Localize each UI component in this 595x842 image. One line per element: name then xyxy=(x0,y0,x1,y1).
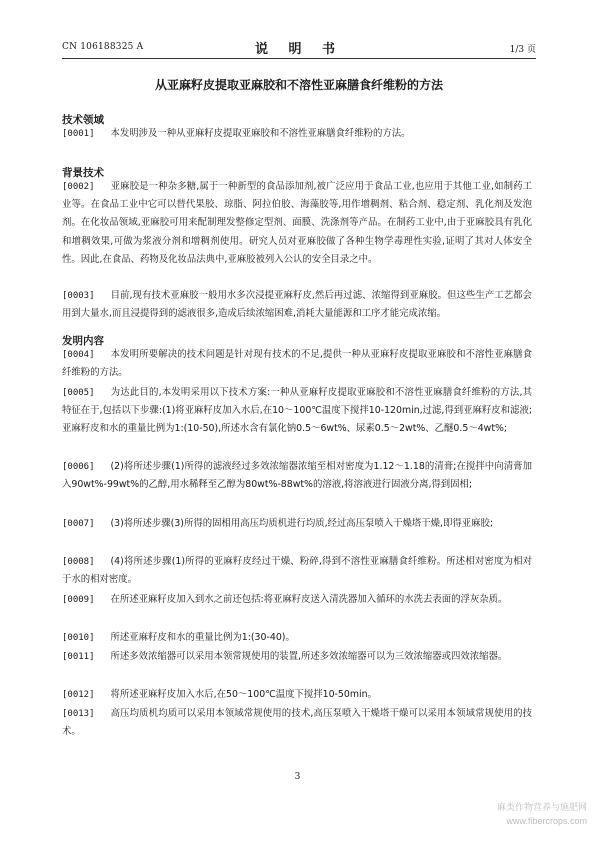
header-divider xyxy=(62,58,536,59)
paragraph-0002 xyxy=(62,178,532,269)
paragraph-text: 本发明所要解决的技术问题是针对现有技术的不足,提供一种从亚麻籽皮提取亚麻胶和不溶性亚麻膳食纤维粉的方法。 xyxy=(62,349,532,379)
paragraph-0013 xyxy=(62,705,532,741)
document-type: 说 明 书 xyxy=(254,42,344,57)
page-indicator: 1/3 页 xyxy=(509,45,536,55)
paragraph-text: (2)将所述步骤(1)所得的滤液经过多效浓缩器浓缩至相对密度为1.12～1.18的清膏;在搅拌中向清膏加入90wt%-99wt%的乙醇,用水稀释至乙醇为80wt%-88wt%的溶液,将溶液进行固液分离,得到固相; xyxy=(62,461,532,491)
section-heading-technical-field: 技术领域 xyxy=(62,114,104,126)
paragraph-text: 所述多效浓缩器可以采用本领常规使用的装置,所述多效浓缩器可以为三效浓缩器或四效浓缩器。 xyxy=(110,651,508,662)
paragraph-0006 xyxy=(62,458,532,494)
watermark xyxy=(497,800,587,828)
page-number: 3 xyxy=(294,772,301,782)
paragraph-0010 xyxy=(62,629,532,647)
paragraph-number: [0005] xyxy=(62,388,95,398)
paragraph-0003 xyxy=(62,287,532,323)
paragraph-number: [0001] xyxy=(62,129,95,139)
paragraph-text: (3)将所述步骤(3)所得的固相用高压均质机进行均质,经过高压泵喷入干燥塔干燥,即得亚麻胶; xyxy=(110,518,494,529)
document-title: 从亚麻籽皮提取亚麻胶和不溶性亚麻膳食纤维粉的方法 xyxy=(154,78,443,92)
paragraph-text: 亚麻胶是一种杂多糖,属于一种新型的食品添加剂,被广泛应用于食品工业,也应用于其他工业,如制药工业等。在食品工业中它可以替代果胶、琼脂、阿拉伯胶、海藻胶等,用作增稠剂、粘合剂、稳定剂、乳化剂及发泡剂。在化妆品领域,亚麻胶可用来配制理发整修定型剂、面膜、洗涤剂等产品。在制药工业中,由于亚麻胶具有乳化和增稠效果,可做为浆液分剂和增稠剂使用。研究人员对亚麻胶做了各种生物学毒理性实验,证明了其对人体安全性。因此,在食品、药物及化妆品法典中,亚麻胶被列入公认的安全目录之中。 xyxy=(62,181,532,265)
paragraph-text: 将所述亚麻籽皮加入水后,在50～100℃温度下搅拌10-50min。 xyxy=(110,689,377,700)
paragraph-text: 在所述亚麻籽皮加入到水之前还包括:将亚麻籽皮送入清洗器加入循环的水洗去表面的浮灰杂质。 xyxy=(110,594,508,605)
watermark-line-2: www.fibercrops.com xyxy=(506,816,587,826)
paragraph-text: 高压均质机均质可以采用本领域常规使用的技术,高压泵喷入干燥塔干燥可以采用本领域常规使用的技术。 xyxy=(62,708,532,738)
paragraph-number: [0008] xyxy=(62,557,95,567)
paragraph-number: [0011] xyxy=(62,652,95,662)
paragraph-text: (4)将所述步骤(1)所得的亚麻籽皮经过干燥、粉碎,得到不溶性亚麻膳食纤维粉。所述相对密度为相对于水的相对密度。 xyxy=(62,556,532,586)
paragraph-text: 所述亚麻籽皮和水的重量比例为1:(30-40)。 xyxy=(110,632,295,643)
paragraph-number: [0002] xyxy=(62,182,95,192)
watermark-line-1: 麻类作物营养与施肥网 xyxy=(496,802,587,812)
paragraph-number: [0003] xyxy=(62,291,95,301)
paragraph-0011 xyxy=(62,648,532,666)
paragraph-text: 本发明涉及一种从亚麻籽皮提取亚麻胶和不溶性亚麻膳食纤维粉的方法。 xyxy=(110,128,411,139)
paragraph-text: 为达此目的,本发明采用以下技术方案:一种从亚麻籽皮提取亚麻胶和不溶性亚麻膳食纤维粉的方法,其特征在于,包括以下步骤:(1)将亚麻籽皮加入水后,在10～100℃温度下搅拌10-120min,过滤,得到亚麻籽皮和滤液;亚麻籽皮和水的重量比例为1:(10-50),所述水含有氯化钠0.5～6wt%、尿素0.5～2wt%、乙醚0.5～4wt%; xyxy=(62,387,532,435)
paragraph-text: 目前,现有技术亚麻胶一般用水多次浸提亚麻籽皮,然后再过滤、浓缩得到亚麻胶。但这些生产工艺都会用到大量水,而且浸提得到的滤液很多,造成后续浓缩困难,消耗大量能源和工序才能完成浓缩。 xyxy=(62,290,532,320)
publication-number: CN 106188325 A xyxy=(62,42,144,52)
paragraph-number: [0007] xyxy=(62,519,95,529)
paragraph-0009 xyxy=(62,591,532,609)
paragraph-0001 xyxy=(62,125,532,143)
paragraph-number: [0004] xyxy=(62,350,95,360)
paragraph-number: [0013] xyxy=(62,709,95,719)
paragraph-number: [0006] xyxy=(62,462,95,472)
paragraph-number: [0012] xyxy=(62,690,95,700)
paragraph-0008 xyxy=(62,553,532,589)
paragraph-0005 xyxy=(62,384,532,439)
section-heading-summary: 发明内容 xyxy=(62,335,104,347)
paragraph-number: [0009] xyxy=(62,595,95,605)
section-heading-background: 背景技术 xyxy=(62,167,104,179)
paragraph-number: [0010] xyxy=(62,633,95,643)
paragraph-0004 xyxy=(62,346,532,382)
page-header xyxy=(62,38,536,58)
paragraph-0007 xyxy=(62,515,532,533)
paragraph-0012 xyxy=(62,686,532,704)
